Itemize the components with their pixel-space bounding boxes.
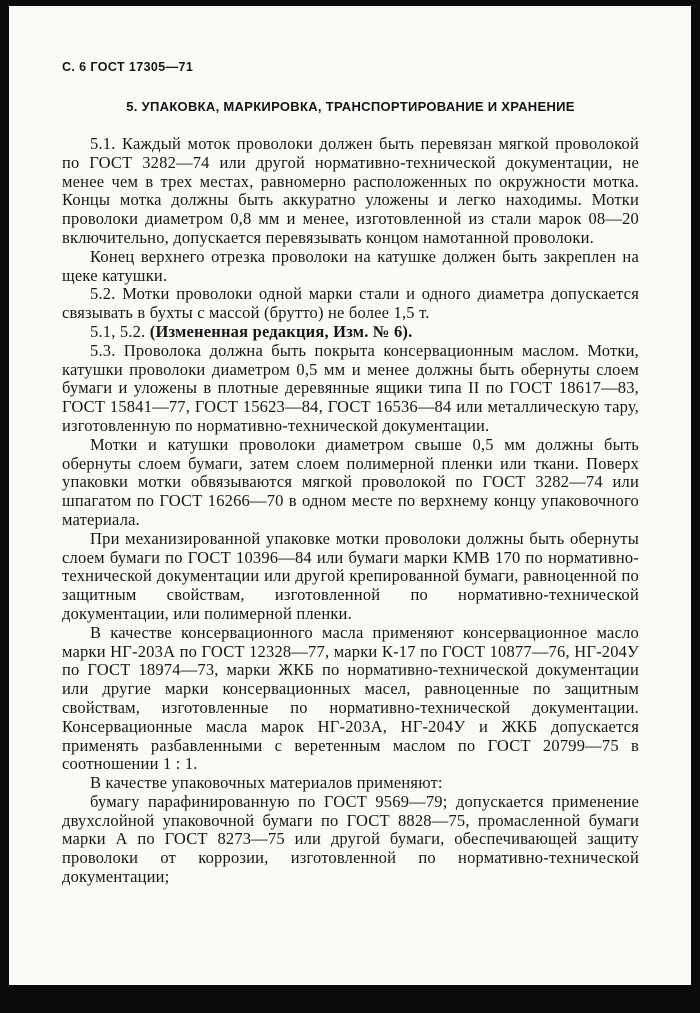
paragraph-wrapping-large-diameter: Мотки и катушки проволоки диаметром свыше 0,5 мм должны быть обернуты слоем бумаги, затем слоем полимерной пленки или ткани. Поверх упаковки мотки обвязываются мягкой проволокой по ГОСТ 3282—74 или шпагатом по ГОСТ 16266—70 в одном месте по верхнему концу упаковочного материала. (62, 434, 639, 529)
paragraph-5-1: 5.1. Каждый моток проволоки должен быть перевязан мягкой проволокой по ГОСТ 3282—74 или другой нормативно-технической документации, не менее чем в трех местах, равномерно расположенных по окружности мотка. Концы мотка должны быть аккуратно уложены и легко находимы. Мотки проволоки диаметром 0,8 мм и менее, изготовленной из стали марок 08—20 включительно, допускается перевязывать концом намотанной проволоки. (62, 134, 639, 247)
page-header: С. 6 ГОСТ 17305—71 (62, 60, 194, 74)
document-page (9, 6, 691, 985)
paragraph-spool-end: Конец верхнего отрезка проволоки на катушке должен быть закреплен на щеке катушки. (62, 246, 639, 285)
paragraph-packing-materials-intro: В качестве упаковочных материалов применяют: (90, 773, 443, 793)
paragraph-5-3: 5.3. Проволока должна быть покрыта консервационным маслом. Мотки, катушки проволоки диаметром 0,5 мм и менее должны быть обернуты слоем бумаги и уложены в плотные деревянные ящики типа II по ГОСТ 18617—83, ГОСТ 15841—77, ГОСТ 15623—84, ГОСТ 16536—84 или металлическую тару, изготовленную по нормативно-технической документации. (62, 340, 639, 435)
amendment-prefix: 5.1, 5.2. (90, 321, 150, 341)
paragraph-mechanized-packing: При механизированной упаковке мотки проволоки должны быть обернуты слоем бумаги по ГОСТ 10396—84 или бумаги марки КМВ 170 по нормативно-технической документации или другой крепированной бумаги, равноценной по защитным свойствам, изготовленной по нормативно-технической документации, или полимерной пленки. (62, 528, 639, 623)
paragraph-conservation-oil: В качестве консервационного масла применяют консервационное масло марки НГ-203А по ГОСТ 12328—77, марки К-17 по ГОСТ 10877—76, НГ-204У по ГОСТ 18974—73, марки ЖКБ по нормативно-технической документации или другие марки консервационных масел, равноценные по защитным свойствам, изготовленные по нормативно-технической документации. Консервационные масла марок НГ-203А, НГ-204У и ЖКБ допускается применять разбавленными с веретенным маслом по ГОСТ 20799—75 в соотношении 1 : 1. (62, 622, 639, 774)
section-heading: 5. УПАКОВКА, МАРКИРОВКА, ТРАНСПОРТИРОВАНИЕ И ХРАНЕНИЕ (126, 99, 575, 114)
document-body (62, 135, 639, 887)
paragraph-amendment (62, 323, 639, 342)
paragraph-paraffin-paper: бумагу парафинированную по ГОСТ 9569—79; допускается применение двухслойной упаковочной бумаги по ГОСТ 8828—75, промасленной бумаги марки А по ГОСТ 8273—75 или другой бумаги, обеспечивающей защиту проволоки от коррозии, изготовленной по нормативно-технической документации; (62, 791, 639, 887)
amendment-note: (Измененная редакция, Изм. № 6). (149, 321, 413, 341)
paragraph-5-2: 5.2. Мотки проволоки одной марки стали и одного диаметра допускается связывать в бухты с массой (брутто) не более 1,5 т. (62, 284, 639, 323)
